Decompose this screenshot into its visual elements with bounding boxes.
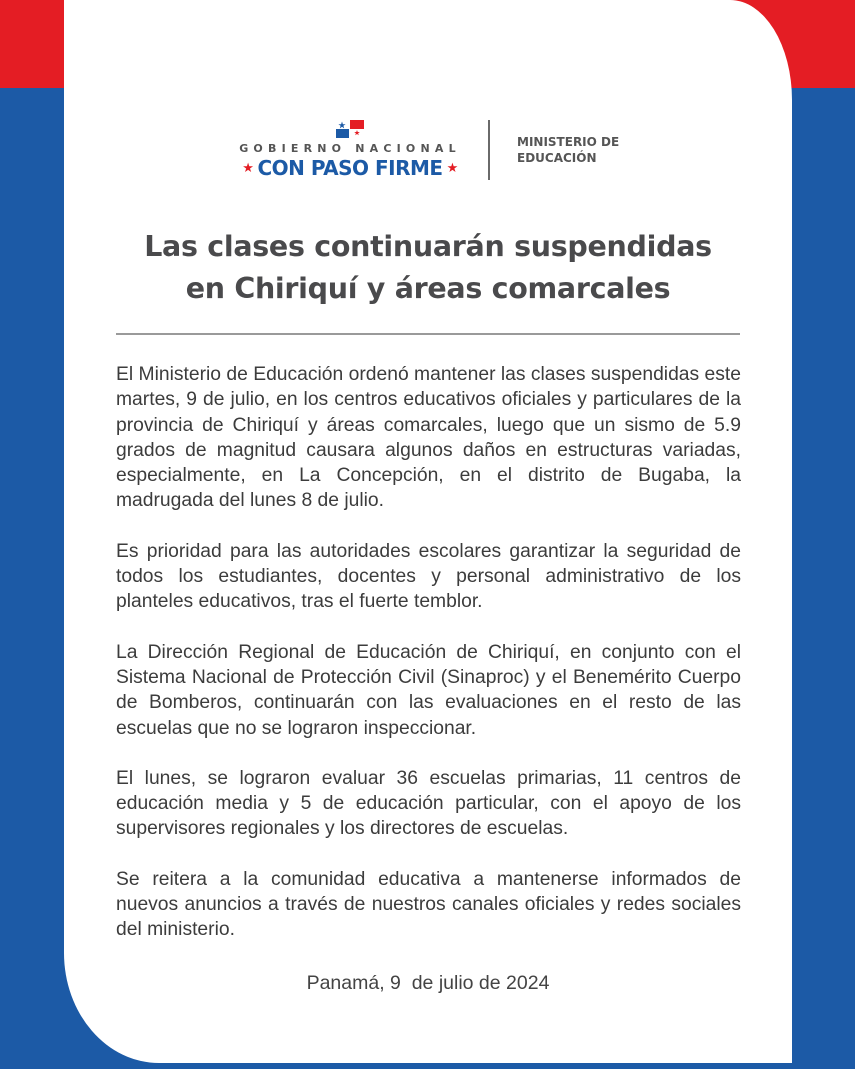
paragraph: El Ministerio de Educación ordenó mantener las clases suspendidas este martes, 9 de julio, en los centros educativos oficiales y particulares de la provincia de Chiriquí y áreas comarcales, luego que un sismo de 5.9 grados de magnitud causara algunos daños en estructuras variadas, especialmente, en La Concepción, en el distrito de Bugaba, la madrugada del lunes 8 de julio. [116, 364, 741, 512]
panama-flag-icon [336, 120, 364, 138]
paragraph: Se reitera a la comunidad educativa a mantenerse informados de nuevos anuncios a través de nuestros canales oficiales y redes sociales del ministerio. [116, 868, 741, 941]
paragraph: El lunes, se lograron evaluar 36 escuelas primarias, 11 centros de educación media y 5 de educación particular, con el apoyo de los supervisores regionales y los directores de escuelas. [116, 767, 741, 840]
header [64, 118, 792, 188]
ministry-line-1: MINISTERIO DE [517, 135, 620, 149]
star-icon: ★ [242, 161, 254, 176]
ministry-name [517, 134, 619, 166]
government-name: GOBIERNO NACIONAL [239, 142, 461, 155]
star-icon: ★ [446, 161, 458, 176]
paragraph: La Dirección Regional de Educación de Chiriquí, en conjunto con el Sistema Nacional de Protección Civil (Sinaproc) y el Benemérito Cuerpo de Bomberos, continuarán con las evaluaciones en el resto de las escuelas que no se lograron inspeccionar. [116, 641, 741, 739]
page-title [64, 226, 792, 310]
dateline: Panamá, 9 de julio de 2024 [306, 972, 550, 994]
government-slogan [232, 156, 468, 180]
government-logo [232, 118, 468, 188]
title-line-2: en Chiriquí y áreas comarcales [185, 272, 671, 305]
announcement-body [116, 362, 741, 968]
title-divider [116, 333, 740, 335]
paragraph: Es prioridad para las autoridades escolares garantizar la seguridad de todos los estudiantes, docentes y personal administrativo de los planteles educativos, tras el fuerte temblor. [116, 540, 741, 613]
ministry-line-2: EDUCACIÓN [517, 151, 597, 165]
announcement-card [64, 0, 792, 1063]
header-divider [488, 120, 490, 180]
title-line-1: Las clases continuarán suspendidas [144, 230, 712, 263]
slogan-text: CON PASO FIRME [257, 156, 443, 180]
